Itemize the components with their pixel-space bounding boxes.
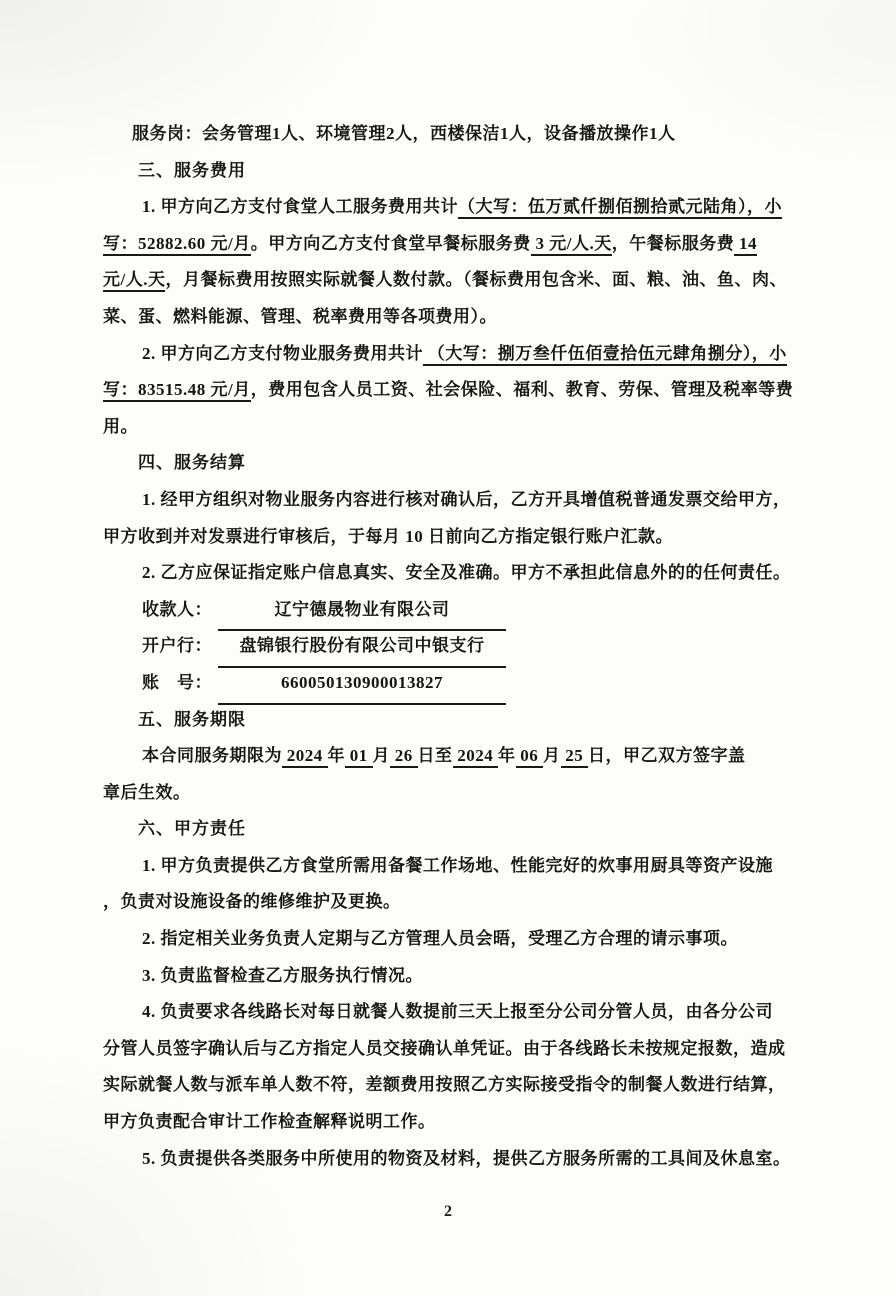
heading-service-fee bbox=[103, 153, 815, 190]
underlined-text: 写：83515.48 元/月 bbox=[103, 380, 251, 402]
underlined-text: 元/人.天 bbox=[103, 270, 165, 292]
text-segment: 本合同服务期限为 bbox=[142, 746, 282, 766]
heading-party-a-duty bbox=[103, 811, 815, 848]
settlement-item1-line-1 bbox=[103, 482, 815, 519]
canteen-fee-line-4 bbox=[103, 299, 815, 336]
settlement-item1-line-2 bbox=[103, 519, 815, 556]
text-segment: 用。 bbox=[103, 416, 138, 436]
text-segment: 日至 bbox=[417, 746, 453, 766]
underlined-text: 14 bbox=[734, 234, 757, 256]
payee-field-value: 辽宁德晟物业有限公司 bbox=[218, 592, 506, 632]
underlined-text: 2024 bbox=[282, 746, 328, 768]
text-segment: ，午餐标服务费 bbox=[611, 233, 735, 253]
text-segment: 六、甲方责任 bbox=[138, 819, 246, 839]
underlined-text: 3 元/人.天 bbox=[531, 234, 612, 256]
property-fee-line-1 bbox=[103, 336, 815, 373]
text-segment: 1. 甲方负责提供乙方食堂所需用备餐工作场地、性能完好的炊事用厨具等资产设施 bbox=[142, 855, 773, 875]
underlined-text: 25 bbox=[561, 746, 589, 768]
duty-item3-line bbox=[103, 958, 815, 995]
payee-field-label: 收款人： bbox=[142, 599, 212, 619]
text-segment: 章后生效。 bbox=[103, 782, 191, 802]
text-segment: 2. 指定相关业务负责人定期与乙方管理人员会晤，受理乙方合理的请示事项。 bbox=[142, 929, 738, 949]
duty-item4-line-3 bbox=[103, 1067, 815, 1104]
text-segment: 日，甲乙双方签字盖 bbox=[588, 746, 746, 766]
text-segment: 。甲方向乙方支付食堂早餐标服务费 bbox=[250, 233, 531, 253]
service-period-line-2 bbox=[103, 775, 815, 812]
property-fee-line-3 bbox=[103, 409, 815, 446]
underlined-text: （大写：捌万叁仟伍佰壹拾伍元肆角捌分），小 bbox=[423, 344, 787, 366]
text-segment: 月 bbox=[372, 746, 390, 766]
underlined-text: 06 bbox=[516, 746, 544, 768]
canteen-fee-line-2 bbox=[103, 226, 815, 263]
text-segment: ，月餐标费用按照实际就餐人数付款。（餐标费用包含米、面、粮、油、鱼、肉、 bbox=[165, 270, 787, 290]
duty-item1-line-1 bbox=[103, 848, 815, 885]
text-segment: 年 bbox=[327, 746, 345, 766]
service-period-line-1 bbox=[103, 738, 815, 775]
account-field bbox=[103, 665, 815, 702]
duty-item1-line-2 bbox=[103, 884, 815, 921]
heading-settlement bbox=[103, 445, 815, 482]
underlined-text: 写：52882.60 元/月 bbox=[103, 234, 251, 256]
text-segment: 甲方收到并对发票进行审核后，于每月 10 日前向乙方指定银行账户汇款。 bbox=[103, 526, 673, 546]
service-posts-line bbox=[103, 116, 815, 153]
text-segment: 年 bbox=[498, 746, 516, 766]
text-segment: 4. 负责要求各线路长对每日就餐人数提前三天上报至分公司分管人员，由各分公司 bbox=[142, 1002, 773, 1022]
duty-item5-line bbox=[103, 1141, 815, 1178]
heading-service-period bbox=[103, 702, 815, 739]
text-segment: 甲方负责配合审计工作检查解释说明工作。 bbox=[103, 1112, 436, 1132]
text-segment: 四、服务结算 bbox=[138, 453, 246, 473]
text-segment: 2. 甲方向乙方支付物业服务费用共计 bbox=[142, 343, 423, 363]
underlined-text: （大写：伍万贰仟捌佰捌拾贰元陆角），小 bbox=[458, 197, 782, 219]
settlement-item2-line bbox=[103, 555, 815, 592]
text-segment: ，负责对设施设备的维修维护及更换。 bbox=[103, 892, 401, 912]
duty-item4-line-2 bbox=[103, 1031, 815, 1068]
underlined-text: 2024 bbox=[453, 746, 499, 768]
text-segment: 实际就餐人数与派车单人数不符，差额费用按照乙方实际接受指令的制餐人数进行结算， bbox=[103, 1075, 786, 1095]
text-segment: 三、服务费用 bbox=[138, 160, 246, 180]
text-segment: 分管人员签字确认后与乙方指定人员交接确认单凭证。由于各线路长未按规定报数，造成 bbox=[103, 1038, 786, 1058]
page-number: 2 bbox=[444, 1203, 452, 1220]
canteen-fee-line-3 bbox=[103, 262, 815, 299]
text-segment: 月 bbox=[543, 746, 561, 766]
text-segment: 五、服务期限 bbox=[138, 709, 246, 729]
account-field-label: 账 号： bbox=[142, 672, 212, 692]
text-segment: 3. 负责监督检查乙方服务执行情况。 bbox=[142, 965, 423, 985]
property-fee-line-2 bbox=[103, 372, 815, 409]
underlined-text: 26 bbox=[390, 746, 418, 768]
text-segment: 1. 甲方向乙方支付食堂人工服务费用共计 bbox=[142, 197, 458, 217]
duty-item4-line-4 bbox=[103, 1104, 815, 1141]
text-segment: 2. 乙方应保证指定账户信息真实、安全及准确。甲方不承担此信息外的的任何责任。 bbox=[142, 563, 791, 583]
text-segment: 服务岗：会务管理1人、环境管理2人，西楼保洁1人，设备播放操作1人 bbox=[132, 124, 676, 143]
bank-field-label: 开户行： bbox=[142, 636, 212, 656]
underlined-text: 01 bbox=[345, 746, 373, 768]
duty-item2-line bbox=[103, 921, 815, 958]
canteen-fee-line-1 bbox=[103, 189, 815, 226]
bank-field-value: 盘锦银行股份有限公司中银支行 bbox=[218, 628, 506, 668]
contract-page-body bbox=[103, 116, 815, 1177]
bank-field bbox=[103, 628, 815, 665]
text-segment: 菜、蛋、燃料能源、管理、税率费用等各项费用）。 bbox=[103, 306, 497, 326]
text-segment: 5. 负责提供各类服务中所使用的物资及材料，提供乙方服务所需的工具间及休息室。 bbox=[142, 1148, 791, 1168]
text-segment: 1. 经甲方组织对物业服务内容进行核对确认后，乙方开具增值税普通发票交给甲方， bbox=[142, 489, 791, 509]
text-segment: ，费用包含人员工资、社会保险、福利、教育、劳保、管理及税率等费 bbox=[250, 380, 794, 400]
payee-field bbox=[103, 592, 815, 629]
account-field-value: 660050130900013827 bbox=[218, 665, 506, 705]
duty-item4-line-1 bbox=[103, 994, 815, 1031]
